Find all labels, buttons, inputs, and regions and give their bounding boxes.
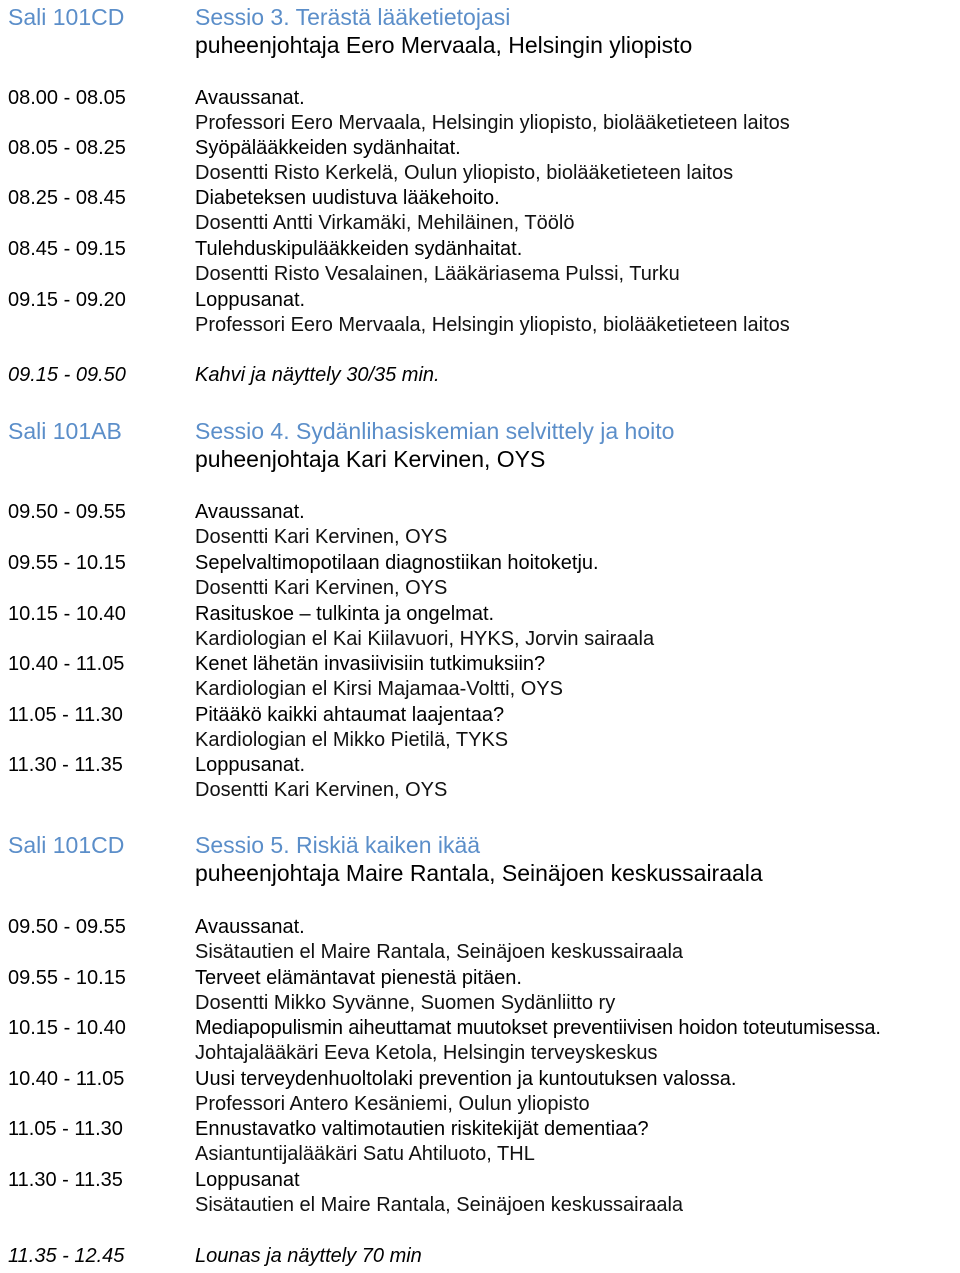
item-title: Sepelvaltimopotilaan diagnostiikan hoitoketju. — [195, 552, 599, 574]
item-speaker: Kardiologian el Kirsi Majamaa-Voltti, OYS — [195, 678, 563, 700]
item-title: Loppusanat — [195, 1169, 300, 1191]
item-title: Avaussanat. — [195, 87, 305, 109]
item-speaker-row — [0, 576, 960, 601]
item-time: 10.40 - 11.05 — [8, 653, 125, 675]
item-speaker: Kardiologian el Mikko Pietilä, TYKS — [195, 729, 509, 751]
item-speaker-row — [0, 1092, 960, 1117]
item-speaker: Asiantuntijalääkäri Satu Ahtiluoto, THL — [195, 1143, 535, 1165]
item-speaker: Dosentti Antti Virkamäki, Mehiläinen, Töölö — [195, 212, 575, 234]
item-time: 10.40 - 11.05 — [8, 1068, 125, 1090]
session-title: Sessio 3. Terästä lääketietojasi — [195, 4, 511, 30]
item-time: 11.30 - 11.35 — [8, 1169, 123, 1191]
item-speaker-row — [0, 677, 960, 702]
program-item — [0, 500, 960, 525]
item-speaker: Dosentti Kari Kervinen, OYS — [195, 779, 448, 801]
session5-header — [0, 830, 960, 860]
item-speaker-row — [0, 1142, 960, 1167]
item-title: Terveet elämäntavat pienestä pitäen. — [195, 967, 522, 989]
item-title: Ennustavatko valtimotautien riskitekijät dementiaa? — [195, 1118, 649, 1140]
item-speaker-row — [0, 940, 960, 965]
item-title: Loppusanat. — [195, 289, 306, 311]
program-item — [0, 86, 960, 111]
item-time: 08.05 - 08.25 — [8, 137, 126, 159]
item-speaker: Professori Eero Mervaala, Helsingin yliopisto, biolääketieteen laitos — [195, 112, 790, 134]
break-text: Lounas ja näyttely 70 min — [195, 1245, 422, 1267]
break-time: 11.35 - 12.45 — [8, 1245, 125, 1267]
program-item — [0, 237, 960, 262]
program-item — [0, 1067, 960, 1092]
item-time: 10.15 - 10.40 — [8, 1017, 126, 1039]
session5-chair-row — [0, 858, 960, 888]
program-item — [0, 1016, 960, 1041]
item-speaker: Dosentti Kari Kervinen, OYS — [195, 577, 448, 599]
item-time: 10.15 - 10.40 — [8, 603, 126, 625]
session-chair: puheenjohtaja Kari Kervinen, OYS — [195, 446, 546, 472]
item-speaker: Dosentti Risto Kerkelä, Oulun yliopisto, biolääketieteen laitos — [195, 162, 734, 184]
room-label: Sali 101AB — [8, 418, 122, 444]
item-speaker: Dosentti Mikko Syvänne, Suomen Sydänliitto ry — [195, 992, 616, 1014]
item-title: Syöpälääkkeiden sydänhaitat. — [195, 137, 461, 159]
item-speaker-row — [0, 525, 960, 550]
item-speaker-row — [0, 627, 960, 652]
item-speaker-row — [0, 111, 960, 136]
item-title: Kenet lähetän invasiivisiin tutkimuksiin? — [195, 653, 546, 675]
item-time: 11.30 - 11.35 — [8, 754, 123, 776]
item-title: Pitääkö kaikki ahtaumat laajentaa? — [195, 704, 505, 726]
item-time: 09.15 - 09.20 — [8, 289, 126, 311]
item-speaker: Sisätautien el Maire Rantala, Seinäjoen keskussairaala — [195, 1194, 684, 1216]
item-speaker-row — [0, 991, 960, 1016]
program-item — [0, 966, 960, 991]
item-speaker: Professori Eero Mervaala, Helsingin yliopisto, biolääketieteen laitos — [195, 314, 790, 336]
break-time: 09.15 - 09.50 — [8, 364, 126, 386]
program-item — [0, 915, 960, 940]
program-item — [0, 753, 960, 778]
item-speaker-row — [0, 161, 960, 186]
item-title: Loppusanat. — [195, 754, 306, 776]
session4-chair-row — [0, 444, 960, 474]
item-speaker: Dosentti Kari Kervinen, OYS — [195, 526, 448, 548]
item-speaker-row — [0, 313, 960, 338]
item-title: Avaussanat. — [195, 501, 305, 523]
session-chair: puheenjohtaja Eero Mervaala, Helsingin yliopisto — [195, 32, 693, 58]
item-speaker: Dosentti Risto Vesalainen, Lääkäriasema Pulssi, Turku — [195, 263, 680, 285]
item-speaker-row — [0, 728, 960, 753]
item-title: Avaussanat. — [195, 916, 305, 938]
program-item — [0, 703, 960, 728]
item-time: 11.05 - 11.30 — [8, 1118, 123, 1140]
item-speaker-row — [0, 262, 960, 287]
item-speaker: Kardiologian el Kai Kiilavuori, HYKS, Jorvin sairaala — [195, 628, 655, 650]
lunch-break — [0, 1244, 960, 1269]
program-item — [0, 288, 960, 313]
program-item — [0, 1168, 960, 1193]
item-title: Rasituskoe – tulkinta ja ongelmat. — [195, 603, 495, 625]
item-title: Mediapopulismin aiheuttamat muutokset preventiivisen hoidon toteutumisessa. — [195, 1017, 881, 1039]
coffee-break — [0, 363, 960, 388]
session3-chair-row — [0, 30, 960, 60]
item-time: 08.00 - 08.05 — [8, 87, 126, 109]
item-title: Diabeteksen uudistuva lääkehoito. — [195, 187, 500, 209]
program-item — [0, 186, 960, 211]
break-text: Kahvi ja näyttely 30/35 min. — [195, 364, 440, 386]
item-speaker-row — [0, 1193, 960, 1218]
item-time: 08.45 - 09.15 — [8, 238, 126, 260]
item-speaker-row — [0, 778, 960, 803]
item-speaker-row — [0, 211, 960, 236]
item-time: 09.55 - 10.15 — [8, 552, 126, 574]
session-chair: puheenjohtaja Maire Rantala, Seinäjoen keskussairaala — [195, 860, 763, 886]
program-item — [0, 136, 960, 161]
room-label: Sali 101CD — [8, 832, 125, 858]
program-item — [0, 602, 960, 627]
session3-header — [0, 2, 960, 32]
item-speaker-row — [0, 1041, 960, 1066]
session-title: Sessio 5. Riskiä kaiken ikää — [195, 832, 481, 858]
item-time: 11.05 - 11.30 — [8, 704, 123, 726]
item-time: 08.25 - 08.45 — [8, 187, 126, 209]
room-label: Sali 101CD — [8, 4, 125, 30]
item-speaker: Johtajalääkäri Eeva Ketola, Helsingin terveyskeskus — [195, 1042, 658, 1064]
item-time: 09.55 - 10.15 — [8, 967, 126, 989]
item-time: 09.50 - 09.55 — [8, 916, 126, 938]
item-speaker: Sisätautien el Maire Rantala, Seinäjoen keskussairaala — [195, 941, 684, 963]
item-time: 09.50 - 09.55 — [8, 501, 126, 523]
item-title: Uusi terveydenhuoltolaki prevention ja kuntoutuksen valossa. — [195, 1068, 737, 1090]
item-speaker: Professori Antero Kesäniemi, Oulun yliopisto — [195, 1093, 590, 1115]
program-item — [0, 551, 960, 576]
session4-header — [0, 416, 960, 446]
session-title: Sessio 4. Sydänlihasiskemian selvittely ja hoito — [195, 418, 675, 444]
program-item — [0, 1117, 960, 1142]
program-item — [0, 652, 960, 677]
item-title: Tulehduskipulääkkeiden sydänhaitat. — [195, 238, 523, 260]
